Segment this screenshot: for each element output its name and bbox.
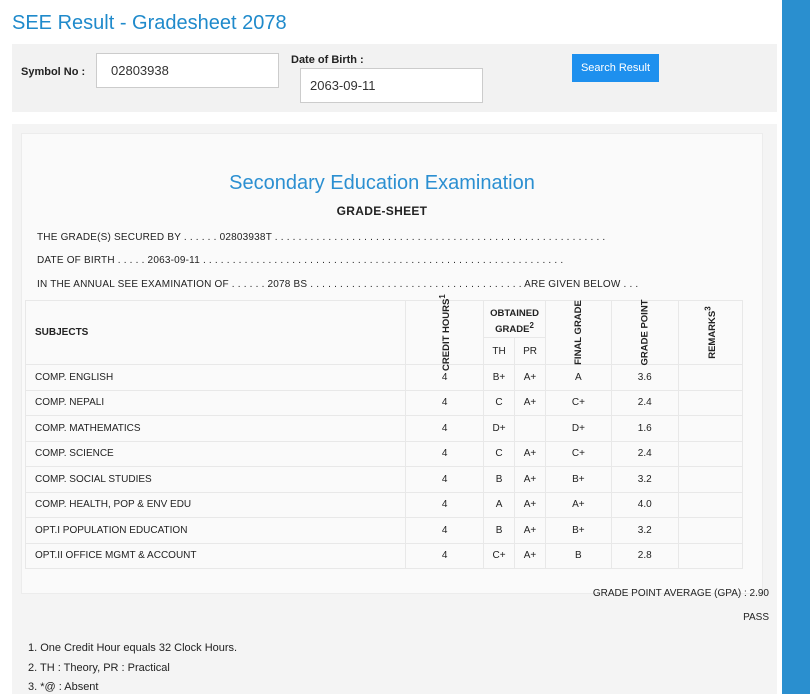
footnotes [28,639,237,694]
remarks-header: REMARKS$^3$ [678,301,742,365]
table-row [26,467,743,493]
grade-point-cell: 3.2 [611,518,678,544]
grade-point-cell: 2.4 [611,441,678,467]
subject-cell: COMP. NEPALI [26,390,406,416]
theory-grade-cell: B+ [484,365,515,391]
symbol-label: Symbol No : [21,66,86,78]
subject-cell: COMP. SOCIAL STUDIES [26,467,406,493]
search-panel [12,44,777,112]
gradesheet-card [21,133,763,594]
final-grade-cell: A [546,365,612,391]
final-grade-cell: A+ [546,492,612,518]
subject-cell: COMP. SCIENCE [26,441,406,467]
practical-grade-cell [515,416,546,442]
remarks-cell [678,390,742,416]
credit-hours-cell: 4 [406,518,484,544]
symbol-number-input[interactable] [96,53,279,88]
credit-hours-cell: 4 [406,390,484,416]
theory-header: TH [484,338,515,365]
table-row [26,441,743,467]
remarks-cell [678,467,742,493]
sheet-heading: Secondary Education Examination [229,172,535,194]
table-row [26,365,743,391]
final-grade-cell: B [546,543,612,569]
theory-grade-cell: C+ [484,543,515,569]
table-row [26,492,743,518]
grade-point-cell: 3.6 [611,365,678,391]
theory-grade-cell: C [484,390,515,416]
practical-grade-cell: A+ [515,441,546,467]
final-grade-cell: D+ [546,416,612,442]
practical-grade-cell: A+ [515,543,546,569]
gpa-value: GRADE POINT AVERAGE (GPA) : 2.90 [592,588,769,599]
subject-cell: OPT.II OFFICE MGMT & ACCOUNT [26,543,406,569]
credit-hours-header: CREDIT HOURS$^1$ [406,301,484,365]
practical-grade-cell: A+ [515,390,546,416]
grade-point-cell: 4.0 [611,492,678,518]
obtained-grade-header: OBTAINED GRADE$^2$ [484,301,546,338]
gradesheet-panel [12,124,777,694]
table-row [26,518,743,544]
right-side-strip [782,0,810,694]
subject-cell: COMP. MATHEMATICS [26,416,406,442]
practical-grade-cell: A+ [515,467,546,493]
grades-table [25,294,743,569]
theory-grade-cell: A [484,492,515,518]
remarks-cell [678,492,742,518]
search-result-button[interactable]: Search Result [572,54,659,82]
subject-cell: COMP. ENGLISH [26,365,406,391]
exam-year-line: IN THE ANNUAL SEE EXAMINATION OF . . . . . . 2078 BS . . . . . . . . . . . . . . . . . . . . . . . . . . . . . . . . . . . . ARE GIVEN BELOW . . . [37,279,639,290]
final-grade-header: FINAL GRADE [546,301,612,365]
credit-hours-cell: 4 [406,543,484,569]
page-title: SEE Result - Gradesheet 2078 [12,12,287,34]
student-symbol-line: THE GRADE(S) SECURED BY . . . . . . 02803938T . . . . . . . . . . . . . . . . . . . . . . . . . . . . . . . . . . . . . . . . . . . . . . . . . . . . . . . . [37,232,606,243]
dob-label: Date of Birth : [291,54,364,66]
credit-hours-cell: 4 [406,441,484,467]
credit-hours-cell: 4 [406,416,484,442]
theory-grade-cell: B [484,518,515,544]
grade-point-cell: 2.8 [611,543,678,569]
subject-cell: COMP. HEALTH, POP & ENV EDU [26,492,406,518]
final-grade-cell: C+ [546,390,612,416]
table-row [26,416,743,442]
grade-point-cell: 2.4 [611,390,678,416]
footnote: 1. One Credit Hour equals 32 Clock Hours. [28,642,238,654]
practical-grade-cell: A+ [515,518,546,544]
result-status: PASS [743,612,769,623]
practical-grade-cell: A+ [515,492,546,518]
theory-grade-cell: B [484,467,515,493]
remarks-cell [678,416,742,442]
subjects-header: SUBJECTS [26,301,406,365]
remarks-cell [678,543,742,569]
remarks-cell [678,518,742,544]
theory-grade-cell: D+ [484,416,515,442]
grade-point-cell: 3.2 [611,467,678,493]
date-of-birth-input[interactable] [300,68,483,103]
student-dob-line: DATE OF BIRTH . . . . . 2063-09-11 . . . . . . . . . . . . . . . . . . . . . . . . . . . . . . . . . . . . . . . . . . . . . . . . . . . . . . . . . . . . . [37,255,564,266]
final-grade-cell: C+ [546,441,612,467]
credit-hours-cell: 4 [406,467,484,493]
final-grade-cell: B+ [546,467,612,493]
credit-hours-cell: 4 [406,365,484,391]
footnote: 2. TH : Theory, PR : Practical [28,661,170,674]
remarks-cell [678,441,742,467]
subject-cell: OPT.I POPULATION EDUCATION [26,518,406,544]
grade-point-header: GRADE POINT [611,301,678,365]
grade-point-cell: 1.6 [611,416,678,442]
table-row [26,543,743,569]
theory-grade-cell: C [484,441,515,467]
remarks-cell [678,365,742,391]
footnote: 3. *@ : Absent [28,681,99,693]
final-grade-cell: B+ [546,518,612,544]
table-row [26,390,743,416]
practical-header: PR [515,338,546,365]
sheet-subheading: GRADE-SHEET [336,204,428,218]
practical-grade-cell: A+ [515,365,546,391]
credit-hours-cell: 4 [406,492,484,518]
